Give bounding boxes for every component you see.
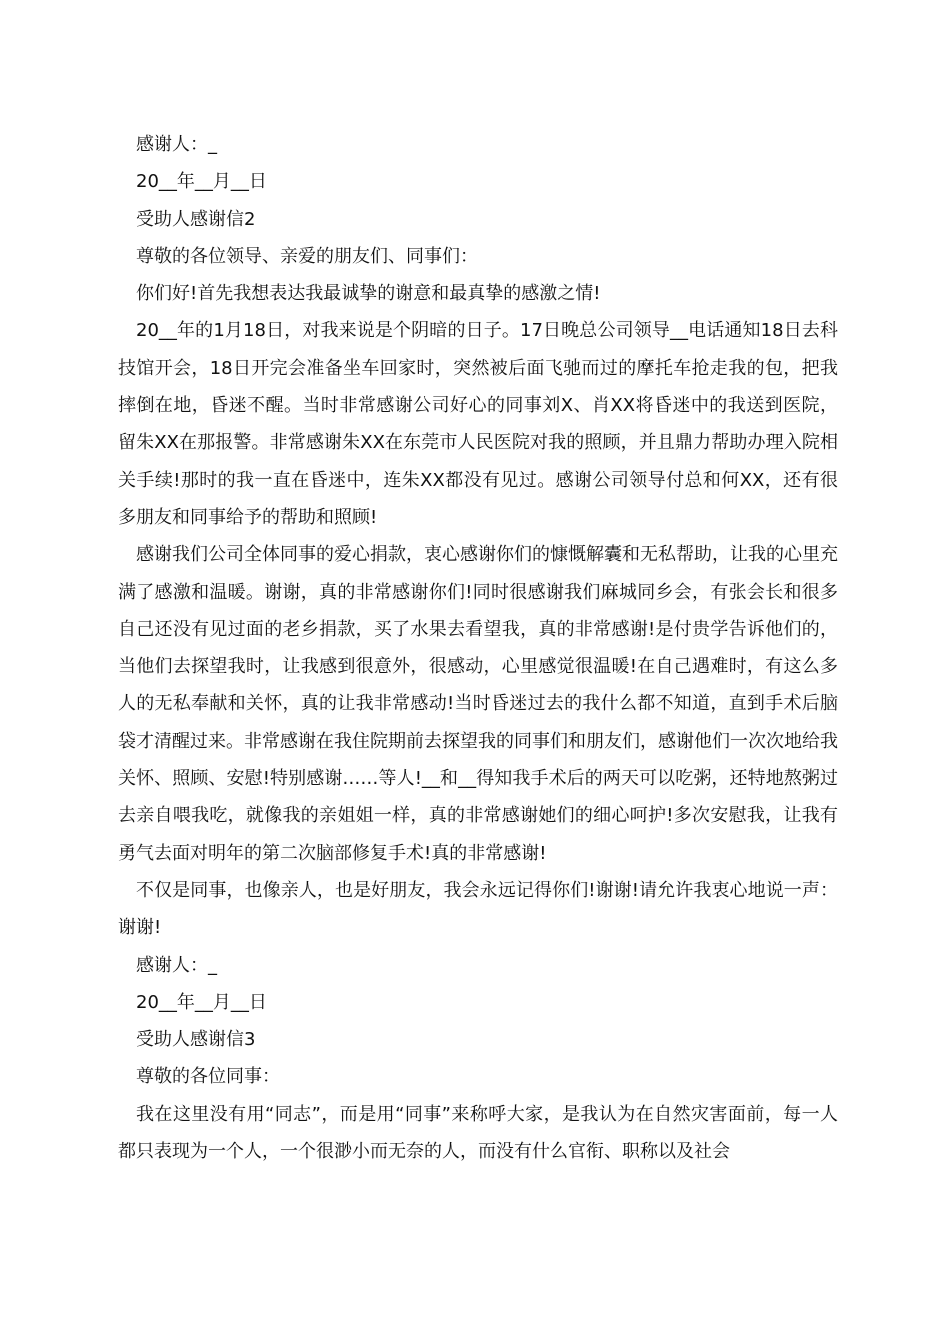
body-paragraph: 我在这里没有用“同志”，而是用“同事”来称呼大家，是我认为在自然灾害面前，每一人都只表现为一个人，一个很渺小而无奈的人，而没有什么官衔、职称以及社会 — [118, 1103, 838, 1163]
greeting-line: 你们好!首先我想表达我最诚挚的谢意和最真挚的感激之情! — [136, 283, 601, 305]
signature-line: 感谢人：_ — [136, 954, 217, 976]
section-title: 受助人感谢信2 — [136, 208, 256, 230]
body-paragraph: 不仅是同事，也像亲人，也是好朋友，我会永远记得你们!谢谢!请允许我衷心地说一声：谢谢! — [118, 879, 838, 939]
signature-line: 感谢人：_ — [136, 134, 217, 155]
salutation: 尊敬的各位领导、亲爱的朋友们、同事们： — [136, 245, 478, 267]
date-line: 20__年__月__日 — [136, 171, 267, 193]
body-paragraph: 感谢我们公司全体同事的爱心捐款，衷心感谢你们的慷慨解囊和无私帮助，让我的心里充满了感激和温暖。谢谢，真的非常感谢你们!同时很感谢我们麻城同乡会，有张会长和很多自己还没有见过面的老乡捐款，买了水果去看望我，真的非常感谢!是付贵学告诉他们的，当他们去探望我时，让我感到很意外，很感动，心里感觉很温暖!在自己遇难时，有这么多人的无私奉献和关怀，真的让我非常感动!当时昏迷过去的我什么都不知道，直到手术后脑袋才清醒过来。非常感谢在我住院期前去探望我的同事们和朋友们，感谢他们一次次地给我关怀、照顾、安慰!特别感谢……等人!__和__得知我手术后的两天可以吃粥，还特地熬粥过去亲自喂我吃，就像我的亲姐姐一样，真的非常感谢她们的细心呵护!多次安慰我，让我有勇气去面对明年的第二次脑部修复手术!真的非常感谢! — [118, 544, 838, 864]
salutation: 尊敬的各位同事： — [136, 1066, 280, 1088]
document-page — [118, 126, 838, 1170]
date-line: 20__年__月__日 — [136, 991, 267, 1013]
body-paragraph: 20__年的1月18日，对我来说是个阴暗的日子。17日晚总公司领导__电话通知18日去科技馆开会，18日开完会准备坐车回家时，突然被后面飞驰而过的摩托车抢走我的包，把我摔倒在地，昏迷不醒。当时非常感谢公司好心的同事刘X、肖XX将昏迷中的我送到医院，留朱XX在那报警。非常感谢朱XX在东莞市人民医院对我的照顾，并且鼎力帮助办理入院相关手续!那时的我一直在昏迷中，连朱XX都没有见过。感谢公司领导付总和何XX，还有很多朋友和同事给予的帮助和照顾! — [118, 320, 838, 528]
section-title: 受助人感谢信3 — [136, 1029, 256, 1051]
